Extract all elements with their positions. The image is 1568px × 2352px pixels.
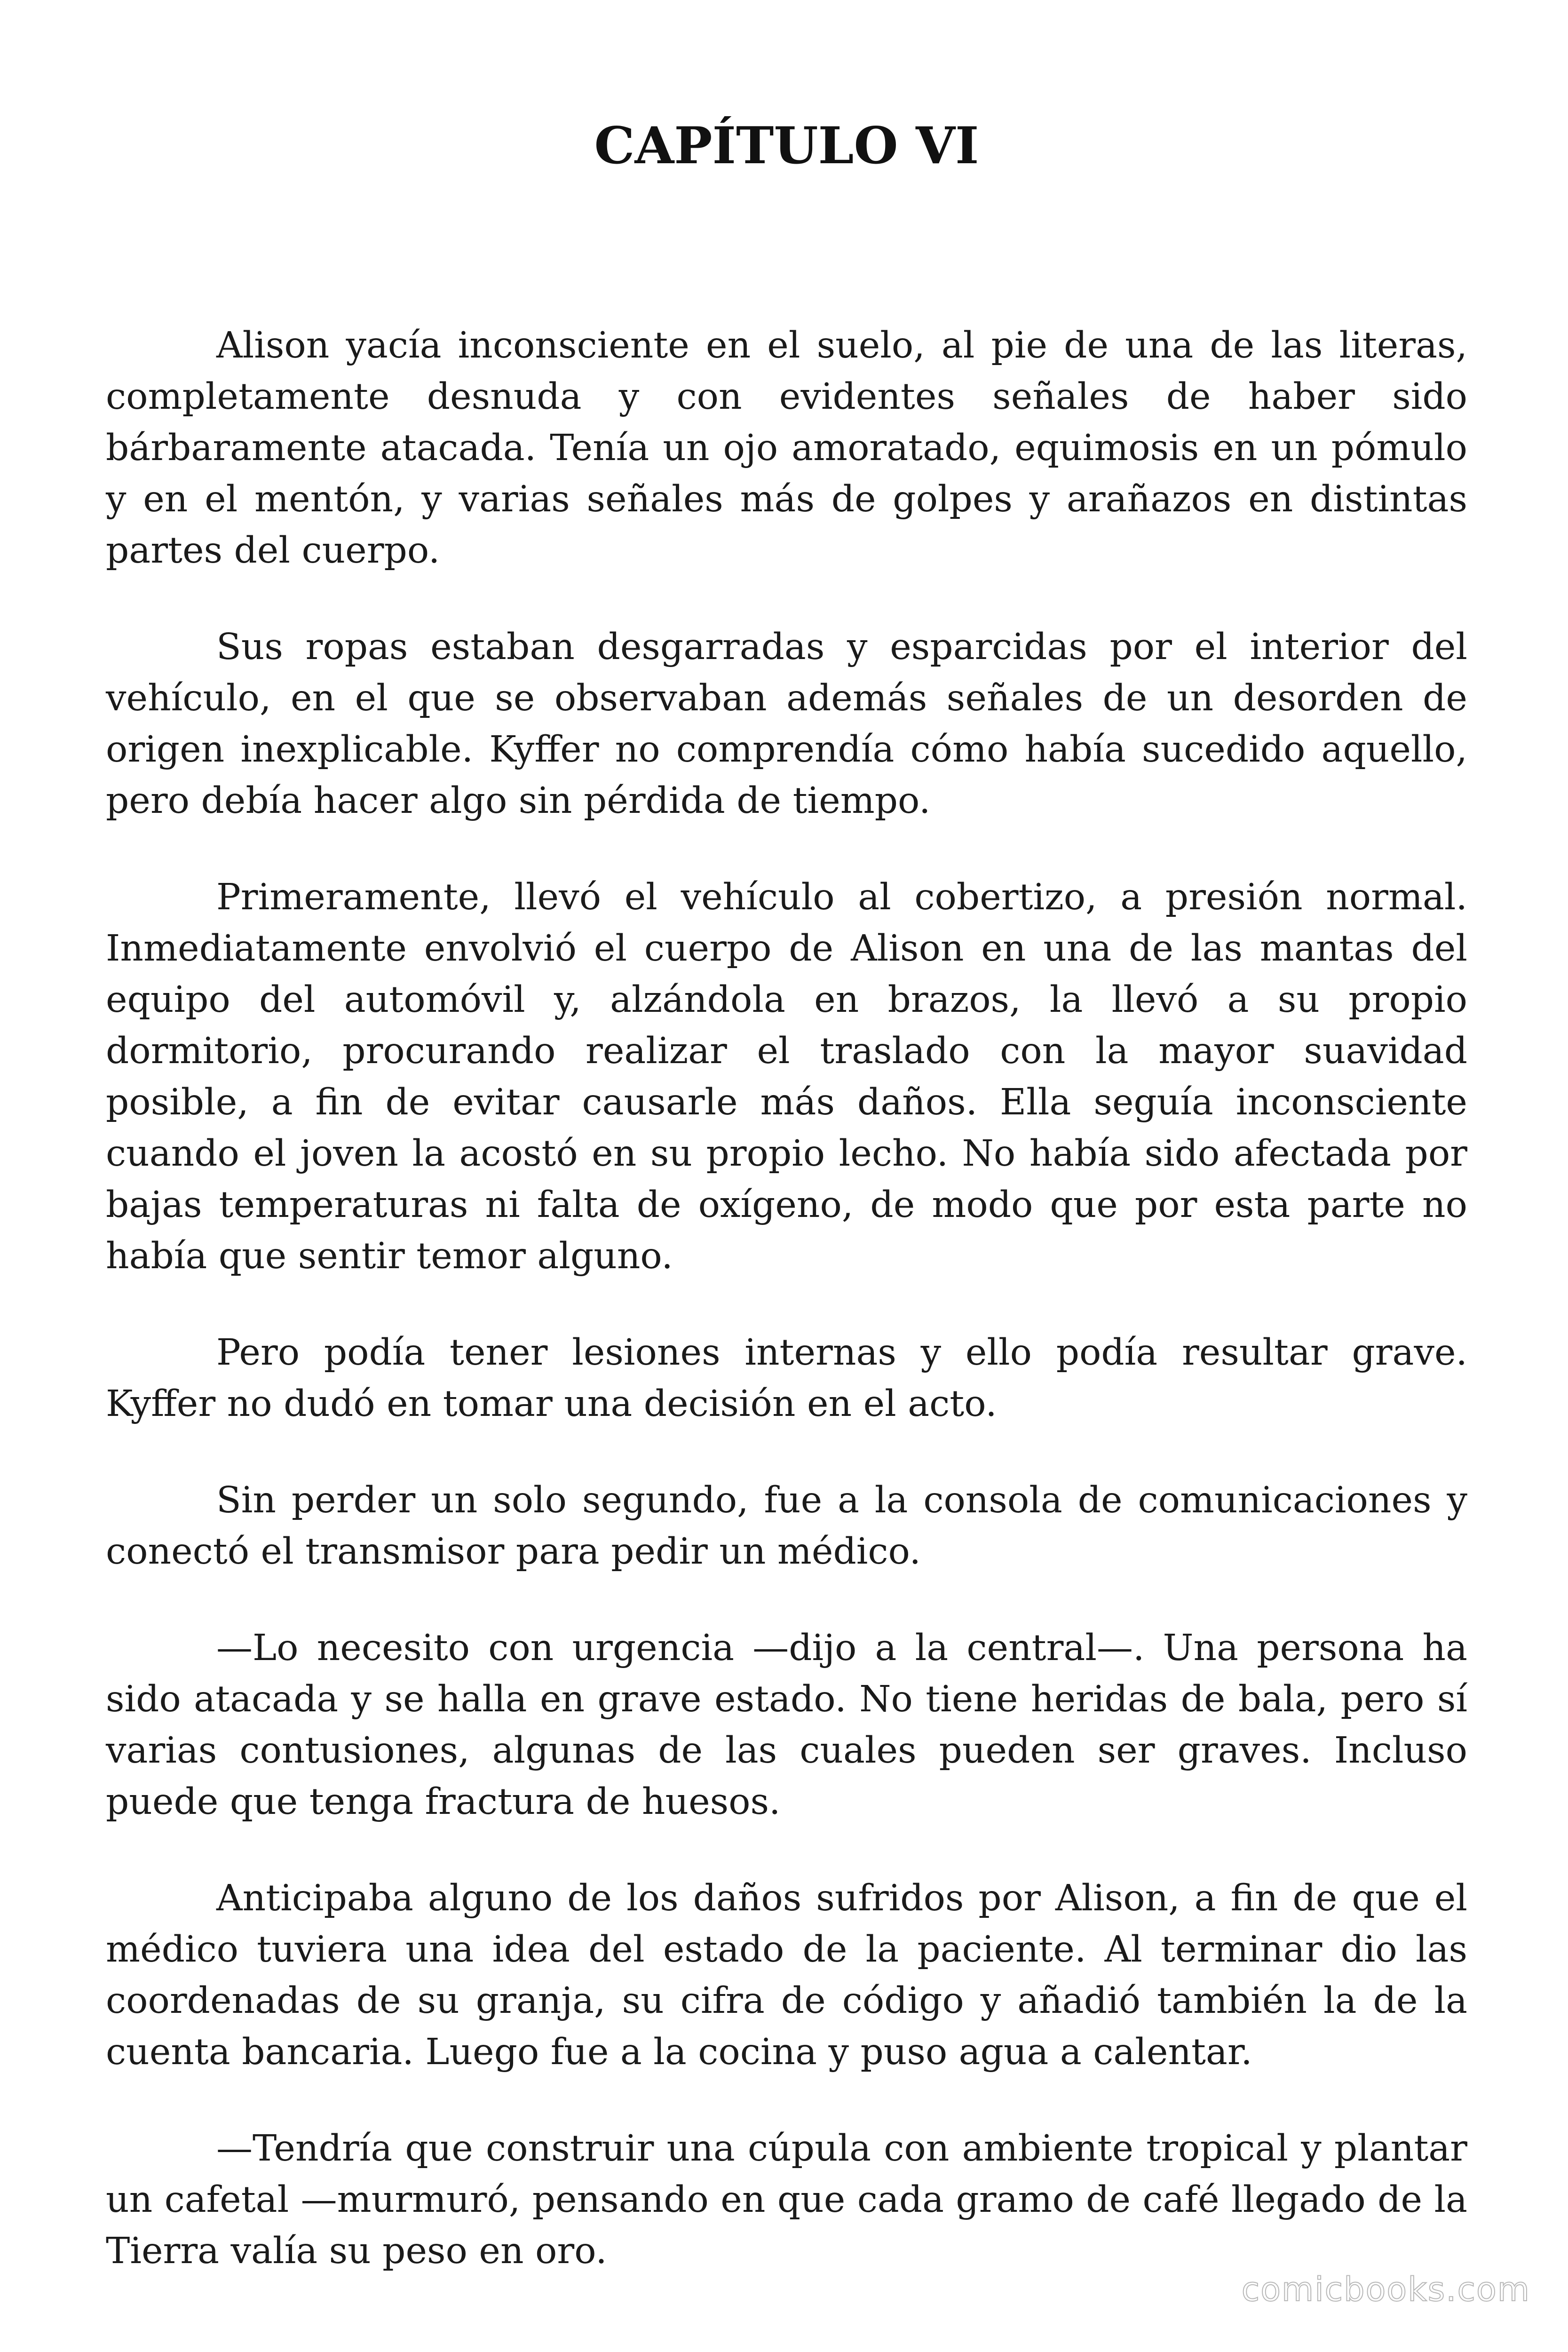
paragraph-6: —Lo necesito con urgencia —dijo a la central—. Una persona ha sido atacada y se halla en grave estado. No tiene heridas de bala, pero sí varias contusiones, algunas de las cuales pueden ser graves. Incluso puede que tenga fractura de huesos. xyxy=(106,1627,1467,1823)
paragraph-5: Sin perder un solo segundo, fue a la consola de comunicaciones y conectó el transmisor para pedir un médico. xyxy=(106,1479,1467,1573)
paragraph-7: Anticipaba alguno de los daños sufridos por Alison, a fin de que el médico tuviera una idea del estado de la paciente. Al terminar dio las coordenadas de su granja, su cifra de código y añadió también la de la cuenta bancaria. Luego fue a la cocina y puso agua a calentar. xyxy=(106,1877,1467,2073)
paragraph-4: Pero podía tener lesiones internas y ello podía resultar grave. Kyffer no dudó en tomar una decisión en el acto. xyxy=(106,1332,1467,1425)
book-page xyxy=(106,113,1467,2322)
paragraph-3: Primeramente, llevó el vehículo al cobertizo, a presión normal. Inmediatamente envolvió el cuerpo de Alison en una de las mantas del equipo del automóvil y, alzándola en brazos, la llevó a su propio dormitorio, procurando realizar el traslado con la mayor suavidad posible, a fin de evitar causarle más daños. Ella seguía inconsciente cuando el joven la acostó en su propio lecho. No había sido afectada por bajas temperaturas ni falta de oxígeno, de modo que por esta parte no había que sentir temor alguno. xyxy=(106,876,1467,1277)
chapter-title: CAPÍTULO VI xyxy=(594,116,979,175)
paragraph-2: Sus ropas estaban desgarradas y esparcidas por el interior del vehículo, en el que se observaban además señales de un desorden de origen inexplicable. Kyffer no comprendía cómo había sucedido aquello, pero debía hacer algo sin pérdida de tiempo. xyxy=(106,626,1467,822)
paragraph-8: —Tendría que construir una cúpula con ambiente tropical y plantar un cafetal —murmuró, pensando en que cada gramo de café llegado de la Tierra valía su peso en oro. xyxy=(106,2128,1467,2272)
watermark-logo: comicbooks.com xyxy=(1241,2270,1530,2309)
paragraph-1: Alison yacía inconsciente en el suelo, al pie de una de las literas, completamente desnuda y con evidentes señales de haber sido bárbaramente atacada. Tenía un ojo amoratado, equimosis en un pómulo y en el mentón, y varias señales más de golpes y arañazos en distintas partes del cuerpo. xyxy=(106,325,1467,572)
